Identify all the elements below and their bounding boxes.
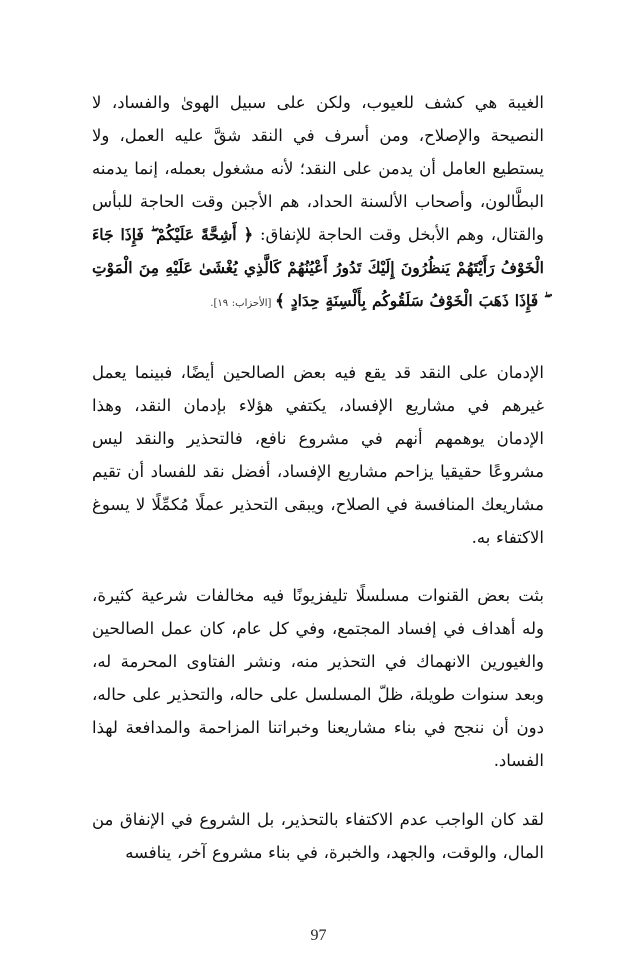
- paragraph-4: لقد كان الواجب عدم الاكتفاء بالتحذير، بل الشروع في الإنفاق من المال، والوقت، والجهد، والخبرة، في بناء مشروع آخر، ينافسه: [92, 810, 544, 862]
- paragraph-1: [92, 86, 544, 320]
- quran-verse: أَشِحَّةً عَلَيْكُمْ ۖ فَإِذَا جَاءَ الْخَوْفُ رَأَيْتَهُمْ يَنظُرُونَ إِلَيْكَ تَدُورُ أَعْيُنُهُمْ كَالَّذِي يُغْشَىٰ عَلَيْهِ مِنَ الْمَوْتِ ۖ فَإِذَا ذَهَبَ الْخَوْفُ سَلَقُوكُم بِأَلْسِنَةٍ حِدَادٍ: [92, 225, 544, 310]
- verse-reference: [الأحزاب: ١٩].: [210, 298, 276, 309]
- paragraph-1-text: الغيبة هي كشف للعيوب، ولكن على سبيل الهوىٰ والفساد، لا النصيحة والإصلاح، ومن أسرف في النقد شقَّ عليه العمل، ولا يستطيع العامل أن يدمن على النقد؛ لأنه مشغول بعمله، إنما يدمنه البطَّالون، وأصحاب الألسنة الحداد، هم الأجبن وقت الحاجة للبأس والقتال، وهم الأبخل وقت الحاجة للإنفاق:: [92, 93, 544, 244]
- quran-close-bracket: ﴾: [275, 291, 285, 310]
- paragraph-3: بثت بعض القنوات مسلسلًا تليفزيونًا فيه مخالفات شرعية كثيرة، وله أهداف في إفساد المجتمع، وفي كل عام، كان عمل الصالحين والغيورين الانهماك في التحذير منه، ونشر الفتاوى المحرمة له، وبعد سنوات طويلة، ظلّ المسلسل على حاله، والتحذير على حاله، دون أن ننجح في بناء مشاريعنا وخبراتنا المزاحمة والمدافعة لهذا الفساد.: [92, 586, 544, 770]
- quran-open-bracket: ﴿: [243, 225, 254, 244]
- page-number: 97: [310, 927, 327, 944]
- paragraph-2: الإدمان على النقد قد يقع فيه بعض الصالحين أيضًا، فبينما يعمل غيرهم في مشاريع الإفساد، يكتفي هؤلاء بإدمان النقد، وهذا الإدمان يوهمهم أنهم في مشروع نافع، فالتحذير والنقد ليس مشروعًا حقيقيا يزاحم مشاريع الإفساد، أفضل نقد للفساد أن تقيم مشاريعك المنافسة في الصلاح، ويبقى التحذير عملًا مُكمِّلًا لا يسوغ الاكتفاء به.: [92, 363, 544, 547]
